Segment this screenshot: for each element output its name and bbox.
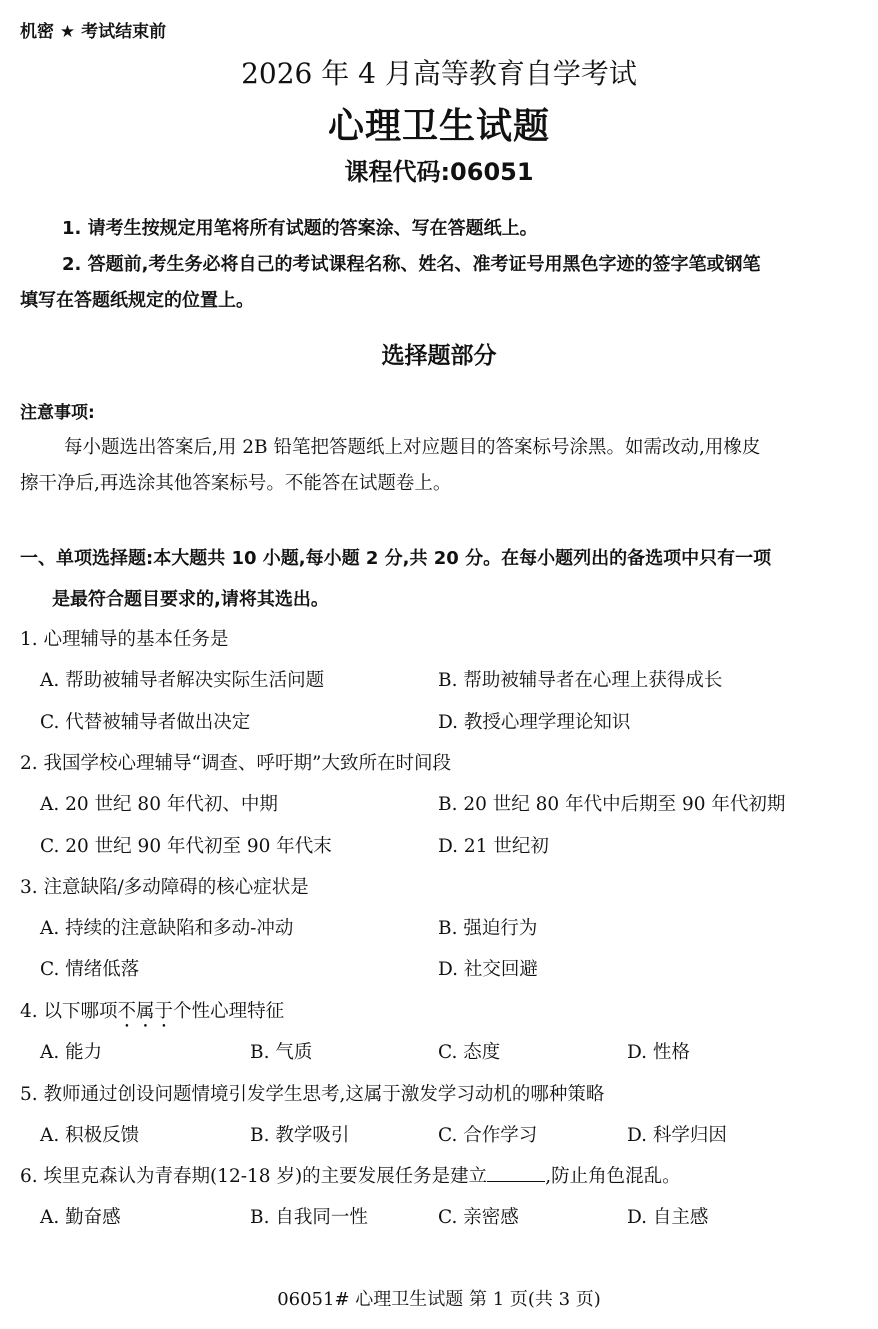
- option-c: C. 亲密感: [438, 1207, 519, 1228]
- question-stem: 2. 我国学校心理辅导“调查、呼吁期”大致所在时间段: [20, 753, 451, 774]
- option-d: D. 社交回避: [438, 959, 538, 980]
- question-stem: [20, 1162, 681, 1188]
- option-a: A. 帮助被辅导者解决实际生活问题: [40, 670, 325, 691]
- option-b: B. 帮助被辅导者在心理上获得成长: [438, 670, 723, 691]
- part-one-heading-cont: 是最符合题目要求的,请将其选出。: [52, 589, 329, 610]
- question-stem: 5. 教师通过创设问题情境引发学生思考,这属于激发学习动机的哪种策略: [20, 1084, 605, 1105]
- option-c: C. 态度: [438, 1042, 501, 1063]
- question-stem-after: ,防止角色混乱。: [545, 1166, 681, 1187]
- option-b: B. 教学吸引: [250, 1125, 350, 1146]
- option-c: C. 20 世纪 90 年代初至 90 年代末: [40, 836, 332, 857]
- answer-blank: [487, 1167, 545, 1182]
- option-a: A. 持续的注意缺陷和多动-冲动: [40, 918, 294, 939]
- option-d: D. 性格: [627, 1042, 690, 1063]
- notice-line-1: 每小题选出答案后,用 2B 铅笔把答题纸上对应题目的答案标号涂黑。如需改动,用橡皮: [64, 437, 761, 458]
- instruction-2-cont: 填写在答题纸规定的位置上。: [20, 290, 254, 311]
- option-a: A. 勤奋感: [40, 1207, 121, 1228]
- option-b: B. 20 世纪 80 年代中后期至 90 年代初期: [438, 794, 786, 815]
- question-stem-before: 6. 埃里克森认为青春期(12-18 岁)的主要发展任务是建立: [20, 1166, 488, 1187]
- option-b: B. 气质: [250, 1042, 313, 1063]
- option-d: D. 教授心理学理论知识: [438, 712, 631, 733]
- option-c: C. 情绪低落: [40, 959, 140, 980]
- notice-line-2: 擦干净后,再选涂其他答案标号。不能答在试题卷上。: [20, 473, 452, 494]
- course-code: 课程代码:06051: [344, 158, 534, 186]
- option-a: A. 积极反馈: [40, 1125, 140, 1146]
- question-stem-before: 4. 以下哪项: [20, 1001, 118, 1022]
- notice-heading: 注意事项:: [20, 403, 95, 423]
- part-one-heading: 一、单项选择题:本大题共 10 小题,每小题 2 分,共 20 分。在每小题列出的备选项中只有一项: [20, 548, 772, 569]
- option-c: C. 合作学习: [438, 1125, 538, 1146]
- emphasized-text: 不属于: [117, 1001, 174, 1022]
- option-a: A. 能力: [40, 1042, 103, 1063]
- option-d: D. 21 世纪初: [438, 836, 549, 857]
- option-c: C. 代替被辅导者做出决定: [40, 712, 251, 733]
- option-d: D. 自主感: [627, 1207, 709, 1228]
- question-stem: 3. 注意缺陷/多动障碍的核心症状是: [20, 877, 309, 898]
- question-stem-after: 个性心理特征: [173, 1001, 285, 1022]
- subject-title: 心理卫生试题: [327, 106, 550, 147]
- section-title: 选择题部分: [381, 343, 497, 369]
- option-b: B. 自我同一性: [250, 1207, 368, 1228]
- question-stem: [20, 997, 284, 1032]
- exam-title: 2026 年 4 月高等教育自学考试: [241, 57, 637, 90]
- page-footer: 06051# 心理卫生试题 第 1 页(共 3 页): [277, 1289, 601, 1310]
- option-d: D. 科学归因: [627, 1125, 727, 1146]
- question-stem: 1. 心理辅导的基本任务是: [20, 629, 229, 650]
- instruction-2: 2. 答题前,考生务必将自己的考试课程名称、姓名、准考证号用黑色字迹的签字笔或钢笔: [62, 254, 761, 275]
- option-a: A. 20 世纪 80 年代初、中期: [40, 794, 278, 815]
- option-b: B. 强迫行为: [438, 918, 538, 939]
- confidential-label: 机密 ★ 考试结束前: [20, 22, 167, 42]
- instruction-1: 1. 请考生按规定用笔将所有试题的答案涂、写在答题纸上。: [62, 218, 538, 239]
